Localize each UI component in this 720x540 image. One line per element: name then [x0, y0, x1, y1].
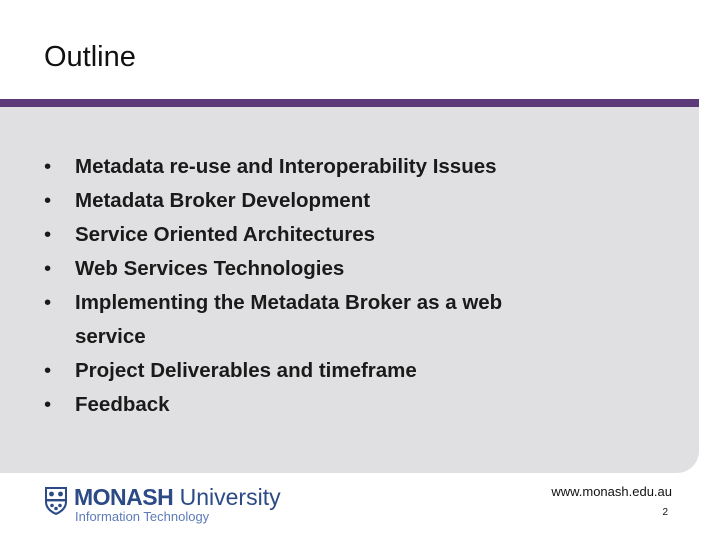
monash-logo [44, 484, 284, 528]
logo-monash-text: MONASH [74, 484, 174, 510]
bullet-item [44, 388, 644, 422]
bullet-dot: • [44, 155, 52, 178]
bullet-item [44, 218, 644, 252]
page-number: 2 [662, 507, 668, 518]
bullet-dot: • [44, 257, 52, 280]
logo-wordmark [74, 484, 281, 510]
bullet-item [44, 184, 644, 218]
bullet-text: Metadata Broker Development [75, 189, 371, 212]
logo-subtitle: Information Technology [75, 509, 210, 524]
bullet-dot: • [44, 359, 52, 382]
logo-university-text: University [179, 484, 281, 510]
bullet-item [44, 150, 644, 184]
bullet-text: Project Deliverables and timeframe [75, 359, 417, 382]
bullet-text: Service Oriented Architectures [75, 223, 376, 246]
bullet-text: Feedback [75, 393, 170, 416]
bullet-text: Web Services Technologies [75, 257, 345, 280]
bullet-dot: • [44, 189, 52, 212]
bullet-item [44, 354, 644, 388]
bullet-dot: • [44, 291, 52, 314]
bullet-text: Implementing the Metadata Broker as a web service [75, 291, 503, 348]
title-divider [0, 99, 699, 107]
bullet-text: Metadata re-use and Interoperability Issues [75, 155, 497, 178]
outline-bullet-list [44, 150, 644, 422]
bullet-dot: • [44, 393, 52, 416]
slide-title: Outline [44, 41, 136, 73]
bullet-item [44, 286, 644, 354]
monash-crest-icon [44, 486, 68, 516]
bullet-item [44, 252, 644, 286]
website-url: www.monash.edu.au [551, 484, 672, 499]
bullet-dot: • [44, 223, 52, 246]
